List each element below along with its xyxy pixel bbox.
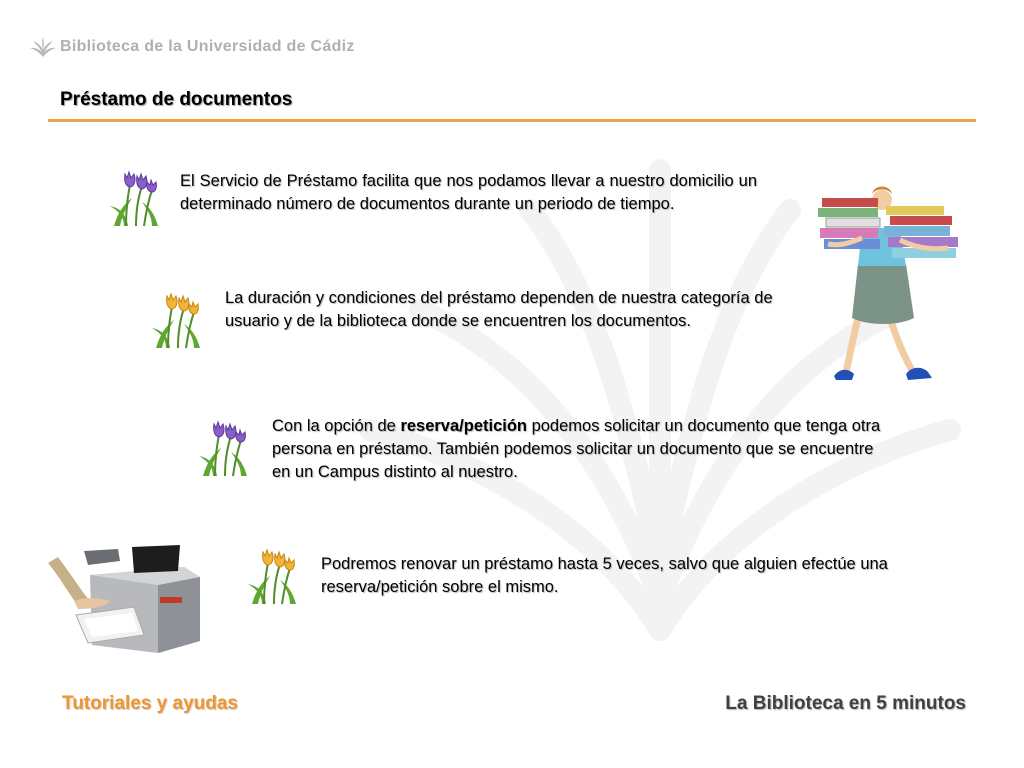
paragraph-3-rest: podemos solicitar un documento que tenga otra persona en préstamo. También podemos solicitar un documento que se encuentre en un Campus distinto al nuestro. xyxy=(272,417,881,481)
paragraph-3-intro: Con la opción de xyxy=(272,417,401,435)
purple-tulip-icon xyxy=(197,418,253,478)
paragraph-1: El Servicio de Préstamo facilita que nos podamos llevar a nuestro domicilio un determinado número de documentos durante un periodo de tiempo. xyxy=(180,172,757,213)
institution-name: Biblioteca de la Universidad de Cádiz xyxy=(60,38,355,55)
paragraph-3 xyxy=(272,415,887,484)
footer-tutorials-label: Tutoriales y ayudas xyxy=(62,693,238,714)
yellow-tulip-icon xyxy=(150,290,206,350)
institution-header xyxy=(30,34,355,60)
yellow-tulip-icon xyxy=(246,546,302,606)
title-divider xyxy=(48,119,976,122)
purple-tulip-icon xyxy=(108,168,164,228)
paragraph-2: La duración y condiciones del préstamo dependen de nuestra categoría de usuario y de la biblioteca donde se encuentren los documentos. xyxy=(225,289,773,330)
slide-title: Préstamo de documentos xyxy=(60,89,293,110)
reserva-peticion-term: reserva/petición xyxy=(400,417,527,435)
footer-series-title: La Biblioteca en 5 minutos xyxy=(725,693,966,714)
self-checkout-machine-photo xyxy=(48,545,203,655)
woman-carrying-books-illustration xyxy=(808,168,968,386)
paragraph-4: Podremos renovar un préstamo hasta 5 veces, salvo que alguien efectúe una reserva/petición sobre el mismo. xyxy=(321,555,888,596)
uca-leaf-logo-icon xyxy=(30,36,56,58)
